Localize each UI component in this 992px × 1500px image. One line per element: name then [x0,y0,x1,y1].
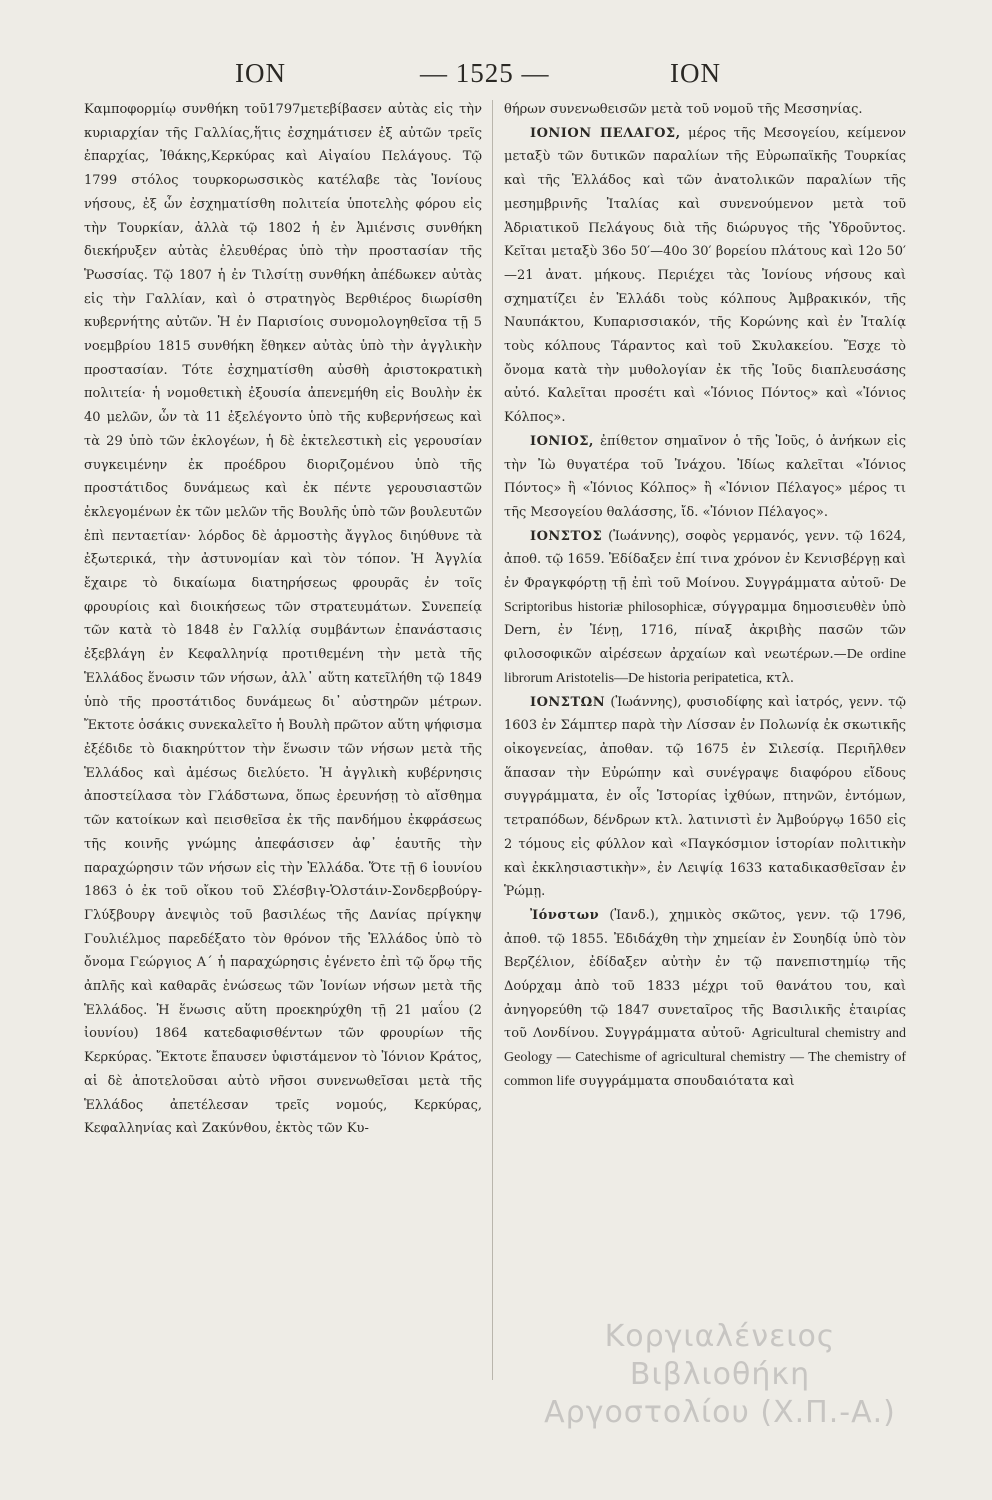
latin-title: Agricultural chemistry and Geology — Catechisme of agricultural chemistry — The chemistry of common life [504,1026,907,1089]
latin-title: De Scriptoribus historiæ philosophicæ, [504,576,906,615]
running-head [150,58,750,94]
entry-body: μέρος τῆς Μεσογείου, κείμενον μεταξὺ τῶν δυτικῶν παραλίων τῆς Εὐρωπαϊκῆς Τουρκίας καὶ τῆς Ἑλλάδος καὶ τῶν ἀνατολικῶν παραλίων τῆς μεσημβρινῆς Ἰταλίας καὶ συνενούμενον μετὰ τοῦ Ἀδριατικοῦ Πελάγους διὰ τῆς διώρυγος τῆς Ὑδροῦντος. Κεῖται μεταξὺ 36ο 50′—40ο 30′ βορείου πλάτους καὶ 12ο 50′—21 ἀνατ. μήκους. Περιέχει τὰς Ἰονίους νήσους καὶ σχηματίζει ἐν Ἑλλάδι τοὺς κόλπους Ἀμβρακικόν, τῆς Ναυπάκτου, Κυπαρισσιακόν, τῆς Κορώνης καὶ ἐν Ἰταλίᾳ τοὺς κόλπους Τάραντος καὶ τοῦ Σκυλακείου. Ἔσχε τὸ ὄνομα κατὰ τὴν μυθολογίαν ἐκ τῆς Ἰοῦς διαπλευσάσης αὐτό. Καλεῖται προσέτι καὶ «Ἰόνιος Πόντος» καὶ «Ἰόνιος Κόλπος». [504,125,906,426]
entry-ionion-pelagos [504,122,906,430]
entry-headword: ΙΟΝΣΤΟΣ [530,528,603,544]
entry-headword: ΙΟΝΙΟΣ, [530,433,594,449]
entry-headword: ΙΟΝΣΤΩΝ [530,694,606,710]
entry-body: (Ἰωάννης), σοφὸς γερμανός, γενν. τῷ 1624, ἀποθ. τῷ 1659. Ἐδίδαξεν ἐπί τινα χρόνον ἐν Κενισβέργῃ καὶ ἐν Φραγκφόρτῃ τῇ ἐπὶ τοῦ Μοίνου. Συγγράμματα αὐτοῦ· [504,528,906,592]
library-watermark [520,1318,920,1432]
entry-ionios [504,430,906,525]
entry-ionston-chemist [504,904,906,1094]
page-number: — 1525 — [420,58,550,88]
entry-headword: ΙΟΝΙΟΝ ΠΕΛΑΓΟΣ, [530,125,681,141]
left-column-text: Καμποφορμίῳ συνθήκη τοῦ1797μετεβίβασεν αὐτὰς εἰς τὴν κυριαρχίαν τῆς Γαλλίας,ἥτις ἐσχημάτισεν ἐξ αὐτῶν τρεῖς ἐπαρχίας, Ἰθάκης,Κερκύρας καὶ Αἰγαίου Πελάγους. Τῷ 1799 στόλος τουρκορωσσικὸς κατέλαβε τὰς Ἰονίους νήσους, ἐξ ὧν ἐσχηματίσθη πολιτεία ὑποτελὴς φόρου εἰς τὴν Τουρκίαν, ἀλλὰ τῷ 1802 ἡ ἐν Ἀμιένσις συνθήκη διεκήρυξεν αὐτὰς ἐλευθέρας ὑπὸ τὴν προστασίαν τῆς Ῥωσσίας. Τῷ 1807 ἡ ἐν Τιλσίτῃ συνθήκη ἀπέδωκεν αὐτὰς εἰς τὴν Γαλλίαν, καὶ ὁ στρατηγὸς Βερθιέρος διωρίσθη κυβερνήτης αὐτῶν. Ἡ ἐν Παρισίοις συνομολογηθεῖσα τῇ 5 νοεμβρίου 1815 συνθήκη ἔθηκεν αὐτὰς ὑπὸ τὴν ἀγγλικὴν προστασίαν. Τότε ἐσχηματίσθη αὐσθὴ ἀριστοκρατικὴ πολιτεία· ἡ νομοθετικὴ ἐξουσία ἀπενεμήθη εἰς Βουλὴν ἐκ 40 μελῶν, ὧν τὰ 11 ἐξελέγοντο ὑπὸ τῆς κυβερνήσεως καὶ τὰ 29 ὑπὸ τῶν ἐκλογέων, ἡ δὲ ἐκτελεστικὴ εἰς γερουσίαν συγκειμένην ἐκ προέδρου διοριζομένου ὑπὸ τῆς προστάτιδος δυνάμεως καὶ ἐκ πέντε γερουσιαστῶν ἐκλεγομένων ἐκ τῶν μελῶν τῆς Βουλῆς ὑπὸ τῶν βουλευτῶν ἐπὶ πενταετίαν· λόρδος δὲ ἁρμοστὴς ἄγγλος διηύθυνε τὰ ἐξωτερικά, τὴν ἀστυνομίαν καὶ τὸν τόπον. Ἡ Ἀγγλία ἔχαιρε τὸ δικαίωμα διατηρήσεως φρουρᾶς ἐν τοῖς φρουρίοις καὶ διοικήσεως τῶν στρατευμάτων. Συνεπείᾳ τῶν κατὰ τὸ 1848 ἐν Γαλλίᾳ συμβάντων ἐπανάστασις ἐξεβλάγη ἐν Κεφαλληνίᾳ προτιθεμένη τὴν μετὰ τῆς Ἑλλάδος ἕνωσιν τῶν νήσων, ἀλλ᾽ αὕτη κατεῖλήθη τῷ 1849 ὑπὸ τῆς προστάτιδος δυνάμεως δι᾽ αὐστηρῶν μέτρων. Ἔκτοτε ὁσάκις συνεκαλεῖτο ἡ Βουλὴ πρῶτον αὕτη ψήφισμα ἐξέδιδε τὸ διακηρύττον τὴν ἕνωσιν τῶν νήσων μετὰ τῆς Ἑλλάδος καὶ ἀμέσως διελύετο. Ἡ ἀγγλικὴ κυβέρνησις ἀποστείλασα τὸν Γλάδστωνα, ὅπως ἐρευνήσῃ τὸ αἴσθημα τῶν κατοίκων καὶ πεισθεῖσα ἐκ τῆς πανδήμου ἐκφράσεως τῆς κοινῆς γνώμης ἀπεφάσισεν ἀφ᾽ ἑαυτῆς τὴν παραχώρησιν τῶν νήσων εἰς τὴν Ἑλλάδα. Ὅτε τῇ 6 ἰουνίου 1863 ὁ ἐκ τοῦ οἴκου τοῦ Σλέσβιγ-Ὁλστάιν-Σονδερβούργ-Γλύξβουργ ἀνεψιὸς τοῦ βασιλέως τῆς Δανίας πρίγκηψ Γουλιέλμος παρεδέξατο τὸν θρόνον τῆς Ἑλλάδος ὑπὸ τὸ ὄνομα Γεώργιος Α΄ ἡ παραχώρησις ἐγένετο ἐπὶ τῷ ὅρῳ τῆς ἀπλῆς καὶ καθαρᾶς ἑνώσεως τῶν Ἰονίων νήσων μετὰ τῆς Ἑλλάδος. Ἡ ἕνωσις αὕτη προεκηρύχθη τῇ 21 μαΐου (2 ἰουνίου) 1864 κατεδαφισθέντων τῶν φρουρίων τῆς Κερκύρας. Ἔκτοτε ἔπαυσεν ὑφιστάμενον τὸ Ἰόνιον Κράτος, αἱ δὲ ἀποτελοῦσαι αὐτὸ νῆσοι συνενωθεῖσαι μετὰ τῆς Ἑλλάδος ἀπετέλεσαν τρεῖς νομούς, Κερκύρας, Κεφαλληνίας καὶ Ζακύνθου, ἐκτὸς τῶν Κυ- [84,102,482,1137]
column-divider [492,100,493,1380]
entry-headword: Ἰόνστων [530,907,600,923]
entry-body: συγγράμματα σπουδαιότατα καὶ [575,1073,795,1089]
running-head-right-word: ΙΟΝ [670,58,721,88]
entry-ionstos [504,525,906,691]
latin-title: De ordine librorum Aristotelis—De historia peripatetica, [504,647,906,686]
entry-body: (Ἰανδ.), χημικὸς σκῶτος, γενν. τῷ 1796, ἀποθ. τῷ 1855. Ἐδιδάχθη τὴν χημείαν ἐν Σουηδίᾳ ὑπὸ τὸν Βερζέλιον, ἐδίδαξεν αὐτὴν ἐν τῷ πανεπιστημίῳ τῆς Δούρχαμ ἀπὸ τοῦ 1833 μέχρι τοῦ θανάτου του, καὶ ἀνηγορεύθη τῷ 1847 συνεταῖρος τῆς Βασιλικῆς ἑταιρίας τοῦ Λονδίνου. Συγγράμματα αὐτοῦ· [504,907,906,1042]
entry-body: ἐπίθετον σημαῖνον ὁ τῆς Ἰοῦς, ὁ ἀνήκων εἰς τὴν Ἰὼ θυγατέρα τοῦ Ἰνάχου. Ἰδίως καλεῖται «Ἰόνιος Πόντος» ἢ «Ἰόνιος Κόλπος» ἢ «Ἰόνιον Πέλαγος» μέρος τι τῆς Μεσογείου θαλάσσης, ἴδ. «Ἰόνιον Πέλαγος». [504,433,906,520]
entry-body: (Ἰωάννης), φυσιοδίφης καὶ ἰατρός, γενν. τῷ 1603 ἐν Σάμπτερ παρὰ τὴν Λίσσαν ἐν Πολωνίᾳ ἐκ σκωτικῆς οἰκογενείας, ἀποθαν. τῷ 1675 ἐν Σιλεσίᾳ. Περιῆλθεν ἅπασαν τὴν Εὐρώπην καὶ συνέγραψε διαφόρου εἴδους συγγράμματα, ἐν οἷς Ἱστορίας ἰχθύων, πτηνῶν, ἐντόμων, τετραπόδων, δένδρων κτλ. λατινιστὶ ἐν Ἀμβούργῳ 1650 εἰς 2 τόμους εἰς φύλλον καὶ «Παγκόσμιον ἱστορίαν πολιτικὴν καὶ ἐκκλησιαστικὴν», ἐν Λειψίᾳ 1633 καταδικασθεῖσαν ἐν Ῥώμῃ. [504,694,906,900]
entry-body: σύγγραμμα δημοσιευθὲν ὑπὸ Dern, ἐν Ἰένῃ, 1716, πίναξ ἀκριβὴς πασῶν τῶν φιλοσοφικῶν αἱρέσεων ἀρχαίων καὶ νεωτέρων.— [504,599,906,663]
right-column [504,98,906,1094]
watermark-line-1: Κοργιαλένειος Βιβλιοθήκη [604,1319,836,1392]
watermark-line-2: Αργοστολίου (Χ.Π.-Α.) [544,1395,896,1430]
entry-ionston [504,691,906,904]
running-head-left-word: ΙΟΝ [235,58,286,88]
left-column [84,98,482,1141]
entry-body: κτλ. [762,670,794,686]
continuation-text: θήρων συνενωθεισῶν μετὰ τοῦ νομοῦ τῆς Μεσσηνίας. [504,102,863,117]
